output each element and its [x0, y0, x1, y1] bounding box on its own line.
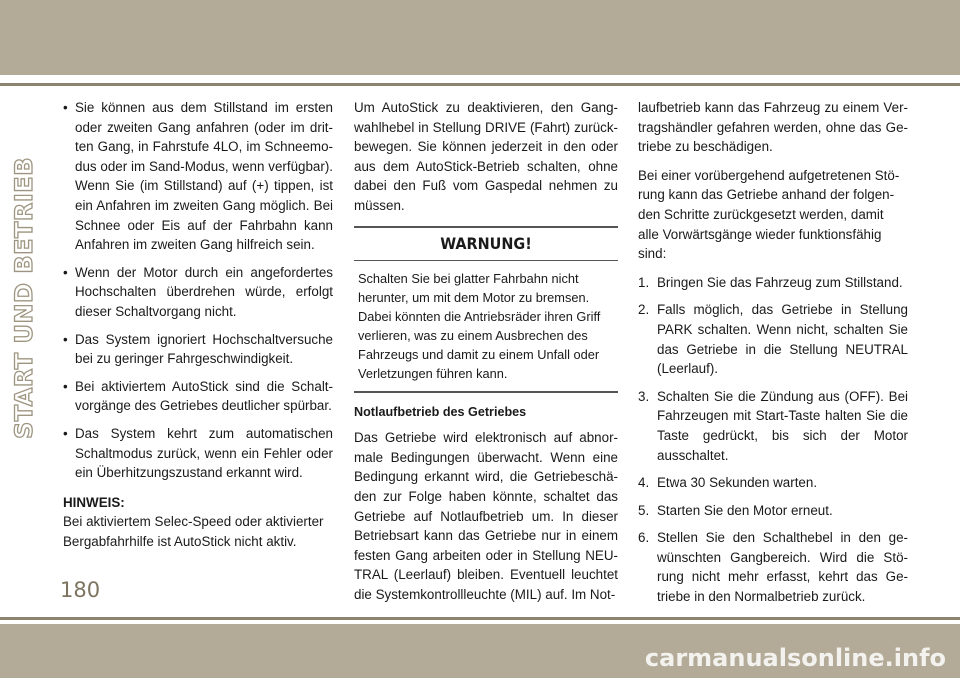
warning-text: Schalten Sie bei glatter Fahrbahn nicht herunter, um mit dem Motor zu bremsen. Dabei könnten die Antriebsräder ihren Griff verlieren, was zu einem Ausbrechen des Fahrzeugs und damit zu einem Unfall oder Verletzungen führen kann.: [358, 270, 601, 381]
step-text: Bringen Sie das Fahrzeug zum Stillstand.: [657, 274, 903, 290]
watermark: carmanualsonline.info: [644, 644, 946, 672]
step-item: [638, 528, 908, 606]
step-item: [638, 501, 908, 521]
bullet-item: • Sie können aus dem Stillstand im ersten oder zweiten Gang anfahren (oder im drit-ten Gang, in Fahrstufe 4LO, im Schneemo-dus oder im Sand-Modus, wenn verfügbar). Wenn Sie (im Stillstand) auf (+) tippen, ist ein Anfahren im zweiten Gang möglich. Bei Schnee oder Eis auf der Fahrbahn kann Anfahren im zweiten Gang hilfreich sein.: [63, 98, 333, 255]
step-number: 6.: [638, 530, 650, 546]
header-rule: [0, 83, 960, 86]
column-right: [638, 98, 908, 615]
section-subheading: Notlaufbetrieb des Getriebes: [354, 404, 527, 419]
step-number: 3.: [638, 388, 650, 404]
bullet-item: • Bei aktiviertem AutoStick sind die Schalt-vorgänge des Getriebes deutlicher spürbar.: [63, 377, 333, 416]
autostick-deactivate-paragraph: Um AutoStick zu deaktivieren, den Gang-wahlhebel in Stellung DRIVE (Fahrt) zurück-bewegen. Sie können jederzeit in den oder aus dem AutoStick-Betrieb schalten, ohne dabei den Fuß vom Gaspedal nehmen zu müssen.: [354, 100, 618, 213]
column-left: [63, 98, 333, 560]
note-text: Bei aktiviertem Selec-Speed oder aktivierter Bergabfahrhilfe ist AutoStick nicht aktiv.: [63, 514, 324, 549]
step-number: 5.: [638, 502, 650, 518]
continuation-paragraph: laufbetrieb kann das Fahrzeug zu einem Ver-tragshändler gefahren werden, ohne das Ge-triebe zu beschädigen.: [638, 100, 908, 155]
step-item: [638, 273, 908, 293]
reset-intro-paragraph: Bei einer vorübergehend aufgetretenen Stö-rung kann das Getriebe anhand der folgen-den Schritte zurückgesetzt werden, damit alle Vorwärtsgänge wieder funktionsfähig sind:: [638, 167, 900, 262]
step-text: Schalten Sie die Zündung aus (OFF). Bei Fahrzeugen mit Start-Taste halten Sie die Taste gedrückt, bis sich der Motor ausschaltet.: [657, 388, 908, 463]
bullet-item: • Das System ignoriert Hochschaltversuche bei zu geringer Fahrgeschwindigkeit.: [63, 330, 333, 369]
step-number: 4.: [638, 475, 650, 491]
header-band: [0, 0, 960, 75]
step-item: [638, 473, 908, 493]
bullet-item: • Das System kehrt zum automatischen Schaltmodus zurück, wenn ein Fehler oder ein Überhitzungszustand erkannt wird.: [63, 424, 333, 483]
warning-box: [354, 226, 618, 393]
note-heading: HINWEIS:: [63, 494, 125, 510]
warning-title: WARNUNG!: [354, 228, 618, 261]
step-item: [638, 300, 908, 378]
step-text: Starten Sie den Motor erneut.: [657, 502, 833, 518]
footer-band: [0, 624, 960, 678]
column-middle: [354, 98, 618, 614]
step-item: [638, 387, 908, 465]
bullet-item: • Wenn der Motor durch ein angefordertes Hochschalten überdrehen würde, erfolgt dieser Schaltvorgang nicht.: [63, 263, 333, 322]
step-number: 2.: [638, 302, 650, 318]
page-number: 180: [60, 578, 101, 602]
footer-rule: [0, 617, 960, 620]
section-title-text: START UND BETRIEB: [10, 156, 38, 440]
step-text: Falls möglich, das Getriebe in Stellung PARK schalten. Wenn nicht, schalten Sie das Getriebe in die Stellung NEUTRAL (Leerlauf).: [657, 302, 908, 377]
limp-mode-paragraph: Das Getriebe wird elektronisch auf abnor-male Bedingungen überwacht. Wenn eine Bedingung erkannt wird, die Getriebeschä-den zur Folge haben könnte, schaltet das Getriebe auf Notlaufbetrieb um. In dieser Betriebsart kann das Getriebe nur in einem festen Gang arbeiten oder in Stellung NEU-TRAL (Leerlauf) bleiben. Eventuell leuchtet die Systemkontrollleuchte (MIL) auf. Im Not-: [354, 430, 618, 602]
step-number: 1.: [638, 274, 650, 290]
step-text: Stellen Sie den Schalthebel in den ge-wünschten Gangbereich. Wird die Stö-rung nicht mehr erfasst, kehrt das Ge-triebe in den Normalbetrieb zurück.: [657, 530, 908, 605]
step-text: Etwa 30 Sekunden warten.: [657, 475, 818, 491]
